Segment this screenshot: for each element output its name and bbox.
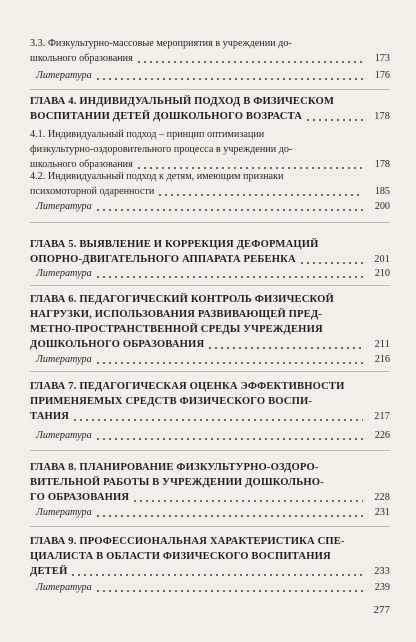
page-ref: 178 xyxy=(374,159,390,170)
toc-entry-4-2 xyxy=(30,169,390,199)
dot-leader xyxy=(72,419,363,421)
dot-leader xyxy=(95,362,363,364)
toc-entry-literature xyxy=(36,68,390,83)
entry-text: Литература xyxy=(36,582,92,593)
dot-leader xyxy=(132,500,363,502)
chapter-text: НАГРУЗКИ, ИСПОЛЬЗОВАНИЯ РАЗВИВАЮЩЕЙ ПРЕД- xyxy=(30,309,322,320)
toc-entry-4-1 xyxy=(30,127,390,172)
page-ref: 173 xyxy=(374,53,390,64)
toc-entry-3-3 xyxy=(30,36,390,66)
chapter-text: ГЛАВА 5. ВЫЯВЛЕНИЕ И КОРРЕКЦИЯ ДЕФОРМАЦИЙ xyxy=(30,239,319,250)
dot-leader xyxy=(70,574,363,576)
entry-text: Литература xyxy=(36,354,92,365)
chapter-text: ВОСПИТАНИИ ДЕТЕЙ ДОШКОЛЬНОГО ВОЗРАСТА xyxy=(30,111,303,122)
toc-entry-literature xyxy=(36,352,390,367)
chapter-text: ТАНИЯ xyxy=(30,411,70,422)
toc-chapter-4 xyxy=(30,94,390,124)
toc-chapter-7 xyxy=(30,379,390,424)
page-ref: 239 xyxy=(374,582,390,593)
chapter-text: ДЕТЕЙ xyxy=(30,566,68,577)
toc-entry-literature xyxy=(36,505,390,520)
page-number: 277 xyxy=(373,604,390,616)
entry-text: школьного образования xyxy=(30,53,133,64)
chapter-text: ДОШКОЛЬНОГО ОБРАЗОВАНИЯ xyxy=(30,339,205,350)
entry-text: физкультурно-оздоровительного процесса в учреждении до- xyxy=(30,144,293,155)
chapter-text: ГЛАВА 8. ПЛАНИРОВАНИЕ ФИЗКУЛЬТУРНО-ОЗДОРО- xyxy=(30,462,319,473)
page-ref: 226 xyxy=(374,430,390,441)
dot-leader xyxy=(305,119,363,121)
page-ref: 185 xyxy=(374,186,390,197)
divider xyxy=(30,222,390,223)
entry-text: 4.1. Индивидуальный подход – принцип оптимизации xyxy=(30,129,265,140)
page-ref: 200 xyxy=(374,201,390,212)
dot-leader xyxy=(95,78,363,80)
toc-entry-literature xyxy=(36,580,390,595)
entry-text: 4.2. Индивидуальный подход к детям, имеющим признаки xyxy=(30,171,284,182)
chapter-text: ВИТЕЛЬНОЙ РАБОТЫ В УЧРЕЖДЕНИИ ДОШКОЛЬНО- xyxy=(30,477,324,488)
page-ref: 233 xyxy=(374,566,390,577)
page-ref: 211 xyxy=(374,339,390,350)
entry-text: Литература xyxy=(36,70,92,81)
page-ref: 216 xyxy=(374,354,390,365)
dot-leader xyxy=(299,262,363,264)
dot-leader xyxy=(95,276,363,278)
chapter-text: ПРИМЕНЯЕМЫХ СРЕДСТВ ФИЗИЧЕСКОГО ВОСПИ- xyxy=(30,396,313,407)
toc-entry-literature xyxy=(36,199,390,214)
divider xyxy=(30,450,390,451)
toc-chapter-9 xyxy=(30,534,390,579)
chapter-text: ГЛАВА 7. ПЕДАГОГИЧЕСКАЯ ОЦЕНКА ЭФФЕКТИВНОСТИ xyxy=(30,381,345,392)
entry-text: Литература xyxy=(36,268,92,279)
divider xyxy=(30,526,390,527)
chapter-text: ГЛАВА 9. ПРОФЕССИОНАЛЬНАЯ ХАРАКТЕРИСТИКА СПЕ- xyxy=(30,536,345,547)
dot-leader xyxy=(157,194,363,196)
entry-text: 3.3. Физкультурно-массовые мероприятия в учреждении до- xyxy=(30,38,292,49)
dot-leader xyxy=(95,438,363,440)
entry-text: Литература xyxy=(36,430,92,441)
chapter-text: ОПОРНО-ДВИГАТЕЛЬНОГО АППАРАТА РЕБЕНКА xyxy=(30,254,296,265)
page-ref: 176 xyxy=(374,70,390,81)
divider xyxy=(30,285,390,286)
toc-chapter-6 xyxy=(30,292,390,352)
divider xyxy=(30,371,390,372)
page-ref: 210 xyxy=(374,268,390,279)
dot-leader xyxy=(95,209,363,211)
entry-text: школьного образования xyxy=(30,159,133,170)
chapter-text: ГЛАВА 4. ИНДИВИДУАЛЬНЫЙ ПОДХОД В ФИЗИЧЕСКОМ xyxy=(30,96,335,107)
chapter-text: ГО ОБРАЗОВАНИЯ xyxy=(30,492,130,503)
toc-chapter-8 xyxy=(30,460,390,505)
page-ref: 228 xyxy=(374,492,390,503)
divider xyxy=(30,89,390,90)
page-ref: 178 xyxy=(374,111,390,122)
entry-text: Литература xyxy=(36,201,92,212)
page-ref: 231 xyxy=(374,507,390,518)
chapter-text: ЦИАЛИСТА В ОБЛАСТИ ФИЗИЧЕСКОГО ВОСПИТАНИЯ xyxy=(30,551,331,562)
toc-entry-literature xyxy=(36,266,390,281)
toc-entry-literature xyxy=(36,428,390,443)
toc-chapter-5 xyxy=(30,237,390,267)
chapter-text: ГЛАВА 6. ПЕДАГОГИЧЕСКИЙ КОНТРОЛЬ ФИЗИЧЕСКОЙ xyxy=(30,294,334,305)
dot-leader xyxy=(207,347,363,349)
entry-text: Литература xyxy=(36,507,92,518)
page-ref: 201 xyxy=(374,254,390,265)
dot-leader xyxy=(136,61,363,63)
dot-leader xyxy=(95,515,363,517)
entry-text: психомоторной одаренности xyxy=(30,186,155,197)
page-ref: 217 xyxy=(374,411,390,422)
chapter-text: МЕТНО-ПРОСТРАНСТВЕННОЙ СРЕДЫ УЧРЕЖДЕНИЯ xyxy=(30,324,323,335)
dot-leader xyxy=(95,590,363,592)
